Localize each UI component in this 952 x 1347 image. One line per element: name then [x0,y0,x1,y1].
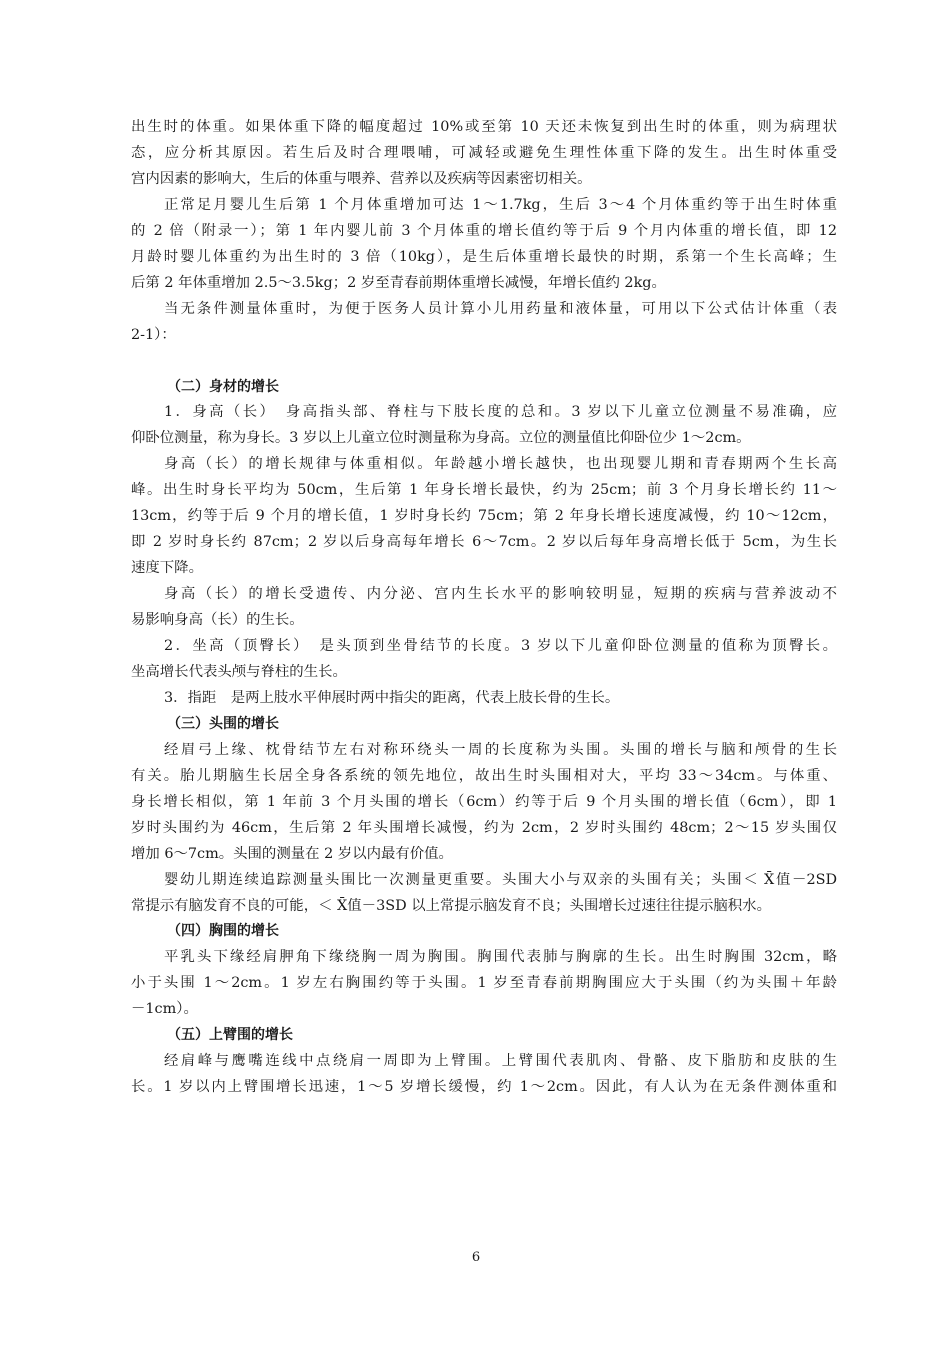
section-heading: （二）身材的增长 [167,378,279,395]
text-line [131,348,837,374]
text-line: 速度下降。 [131,560,203,577]
text-line: －1cm）。 [131,1001,198,1018]
text-line: 2-1）： [131,326,176,343]
page-number: 6 [471,1250,481,1265]
text-line: 易影响身高（长）的生长。 [131,612,304,629]
text-line: 身长增长相似，第 1 年前 3 个月头围的增长（6cm）约等于后 9 个月头围的增长值（6cm），即 1 [131,793,837,810]
text-line: 态，应分析其原因。若生后及时合理喂哺，可减轻或避免生理性体重下降的发生。出生时体重受 [131,144,837,161]
text-line: 3．指距 是两上肢水平伸展时两中指尖的距离，代表上肢长骨的生长。 [164,689,620,706]
text-line: 长。1 岁以内上臂围增长迅速，1～5 岁增长缓慢，约 1～2cm。因此，有人认为在无条件测体重和 [131,1079,837,1096]
text-line: 婴幼儿期连续追踪测量头围比一次测量更重要。头围大小与双亲的头围有关；头围＜ X̄值－2SD [164,871,837,888]
section-heading: （五）上臂围的增长 [167,1027,293,1044]
text-line: 岁时头围约为 46cm，生后第 2 年头围增长减慢，约为 2cm，2 岁时头围约 48cm；2～15 岁头围仅 [131,819,837,836]
text-line: 身高（长）的增长规律与体重相似。年龄越小增长越快，也出现婴儿期和青春期两个生长高 [164,456,837,473]
text-line: 坐高增长代表头颅与脊柱的生长。 [131,663,347,680]
text-line: 月龄时婴儿体重约为出生时的 3 倍（10kg），是生后体重增长最快的时期，系第一个生长高峰；生 [131,248,837,265]
text-line: 当无条件测量体重时，为便于医务人员计算小儿用药量和液体量，可用以下公式估计体重（表 [164,300,837,317]
text-line: 2．坐高（顶臀长） 是头顶到坐骨结节的长度。3 岁以下儿童仰卧位测量的值称为顶臀长。 [164,638,837,654]
text-line: 正常足月婴儿生后第 1 个月体重增加可达 1～1.7kg，生后 3～4 个月体重约等于出生时体重 [164,196,837,213]
text-line: 的 2 倍（附录一）；第 1 年内婴儿前 3 个月体重的增长值约等于后 9 个月内体重的增长值，即 12 [131,222,837,239]
text-line: 出生时的体重。如果体重下降的幅度超过 10%或至第 10 天还未恢复到出生时的体重，则为病理状 [131,119,837,135]
section-heading: （三）头围的增长 [167,715,279,732]
text-line: 宫内因素的影响大，生后的体重与喂养、营养以及疾病等因素密切相关。 [131,170,592,187]
text-line: 仰卧位测量，称为身长。3 岁以上儿童立位时测量称为身高。立位的测量值比仰卧位少 1～2cm。 [131,430,751,447]
text-line: 小于头围 1～2cm。1 岁左右胸围约等于头围。1 岁至青春前期胸围应大于头围（约为头围＋年龄 [131,975,837,992]
text-line: 1．身高（长） 身高指头部、脊柱与下肢长度的总和。3 岁以下儿童立位测量不易准确，应 [164,404,837,421]
text-line: 经肩峰与鹰嘴连线中点绕肩一周即为上臂围。上臂围代表肌肉、骨骼、皮下脂肪和皮肤的生 [164,1053,837,1070]
text-line: 经眉弓上缘、枕骨结节左右对称环绕头一周的长度称为头围。头围的增长与脑和颅骨的生长 [164,741,837,758]
section-heading: （四）胸围的增长 [167,923,279,940]
text-line: 有关。胎儿期脑生长居全身各系统的领先地位，故出生时头围相对大，平均 33～34cm。与体重、 [131,767,837,784]
text-line: 即 2 岁时身长约 87cm；2 岁以后身高每年增长 6～7cm。2 岁以后每年身高增长低于 5cm，为生长 [131,534,837,551]
text-line: 峰。出生时身长平均为 50cm，生后第 1 年身长增长最快，约为 25cm；前 3 个月身长增长约 11～ [131,482,837,499]
text-line: 身高（长）的增长受遗传、内分泌、宫内生长水平的影响较明显，短期的疾病与营养波动不 [164,586,837,603]
text-line: 13cm，约等于后 9 个月的增长值，1 岁时身长约 75cm；第 2 年身长增长速度减慢，约 10～12cm， [131,508,837,525]
text-line: 平乳头下缘经肩胛角下缘绕胸一周为胸围。胸围代表肺与胸廓的生长。出生时胸围 32cm，略 [164,949,837,966]
text-line: 增加 6～7cm。头围的测量在 2 岁以内最有价值。 [131,845,453,862]
text-line: 后第 2 年体重增加 2.5～3.5kg；2 岁至青春前期体重增长减慢，年增长值约 2kg。 [131,274,666,291]
text-line: 常提示有脑发育不良的可能，＜ X̄值－3SD 以上常提示脑发育不良；头围增长过速往往提示脑积水。 [131,897,771,914]
